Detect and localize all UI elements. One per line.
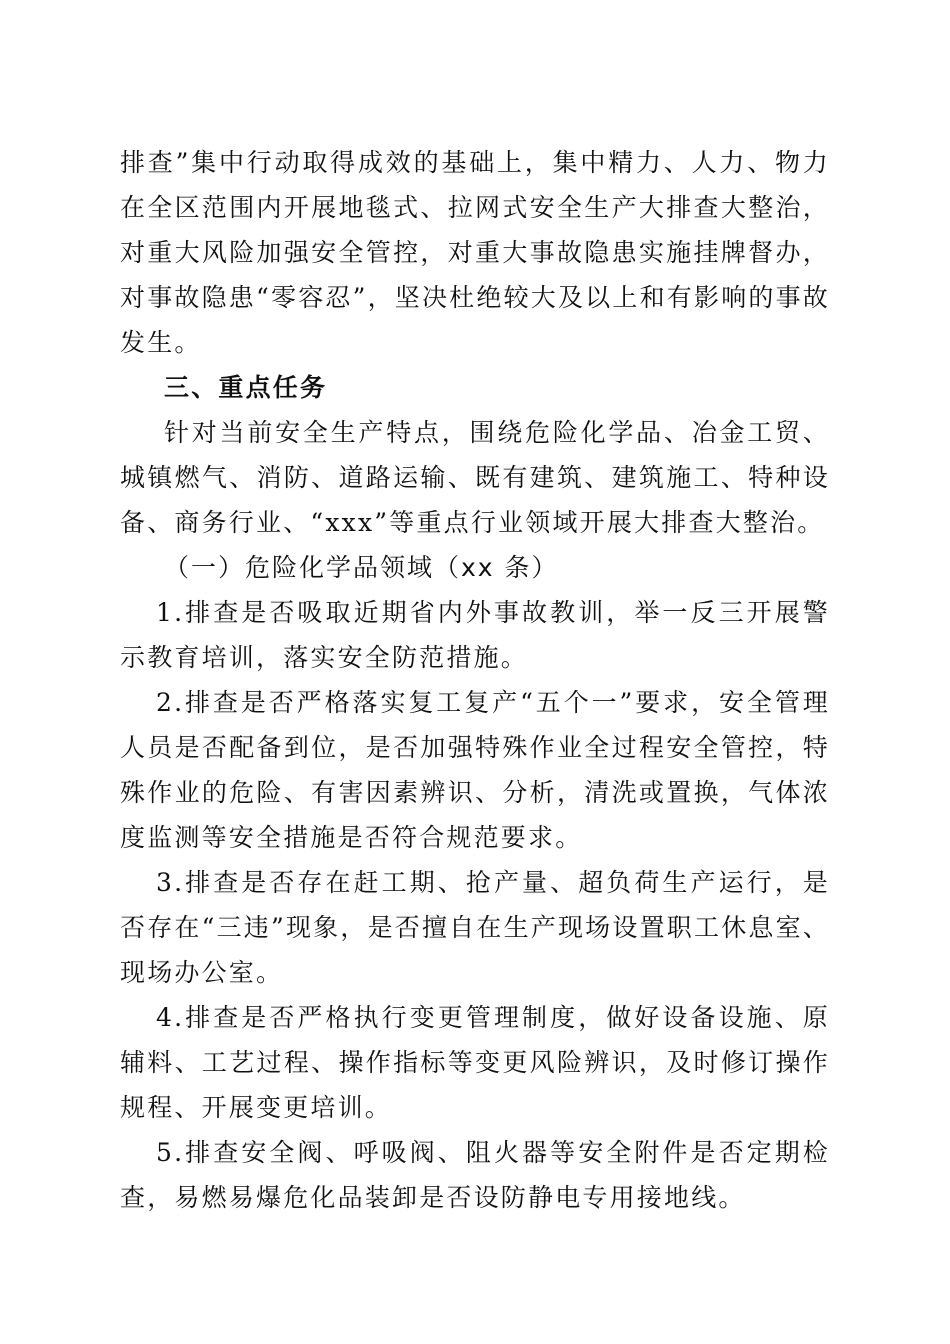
list-item-1: 1.排查是否吸取近期省内外事故教训，举一反三开展警示教育培训，落实安全防范措施。 (120, 598, 830, 672)
section-heading: 三、重点任务 (164, 373, 328, 402)
subsection-heading: （一）危险化学品领域（xx 条） (164, 553, 559, 582)
list-item-5: 5.排查安全阀、呼吸阀、阻火器等安全附件是否定期检查，易燃易爆危化品装卸是否设防静电专用接地线。 (120, 1138, 830, 1212)
intro-paragraph: 排查”集中行动取得成效的基础上，集中精力、人力、物力在全区范围内开展地毯式、拉网式安全生产大排查大整治，对重大风险加强安全管控，对重大事故隐患实施挂牌督办，对事故隐患“零容忍”，坚决杜绝较大及以上和有影响的事故发生。 (120, 148, 830, 357)
list-item-2: 2.排查是否严格落实复工复产“五个一”要求，安全管理人员是否配备到位，是否加强特殊作业全过程安全管控，特殊作业的危险、有害因素辨识、分析，清洗或置换，气体浓度监测等安全措施是否符合规范要求。 (120, 688, 830, 852)
list-item-3: 3.排查是否存在赶工期、抢产量、超负荷生产运行，是否存在“三违”现象，是否擅自在生产现场设置职工休息室、现场办公室。 (120, 868, 830, 987)
list-item-4: 4.排查是否严格执行变更管理制度，做好设备设施、原辅料、工艺过程、操作指标等变更风险辨识，及时修订操作规程、开展变更培训。 (120, 1003, 830, 1122)
section-intro-paragraph: 针对当前安全生产特点，围绕危险化学品、冶金工贸、城镇燃气、消防、道路运输、既有建筑、建筑施工、特种设备、商务行业、“xxx”等重点行业领域开展大排查大整治。 (120, 418, 830, 537)
document-body (120, 140, 830, 1220)
